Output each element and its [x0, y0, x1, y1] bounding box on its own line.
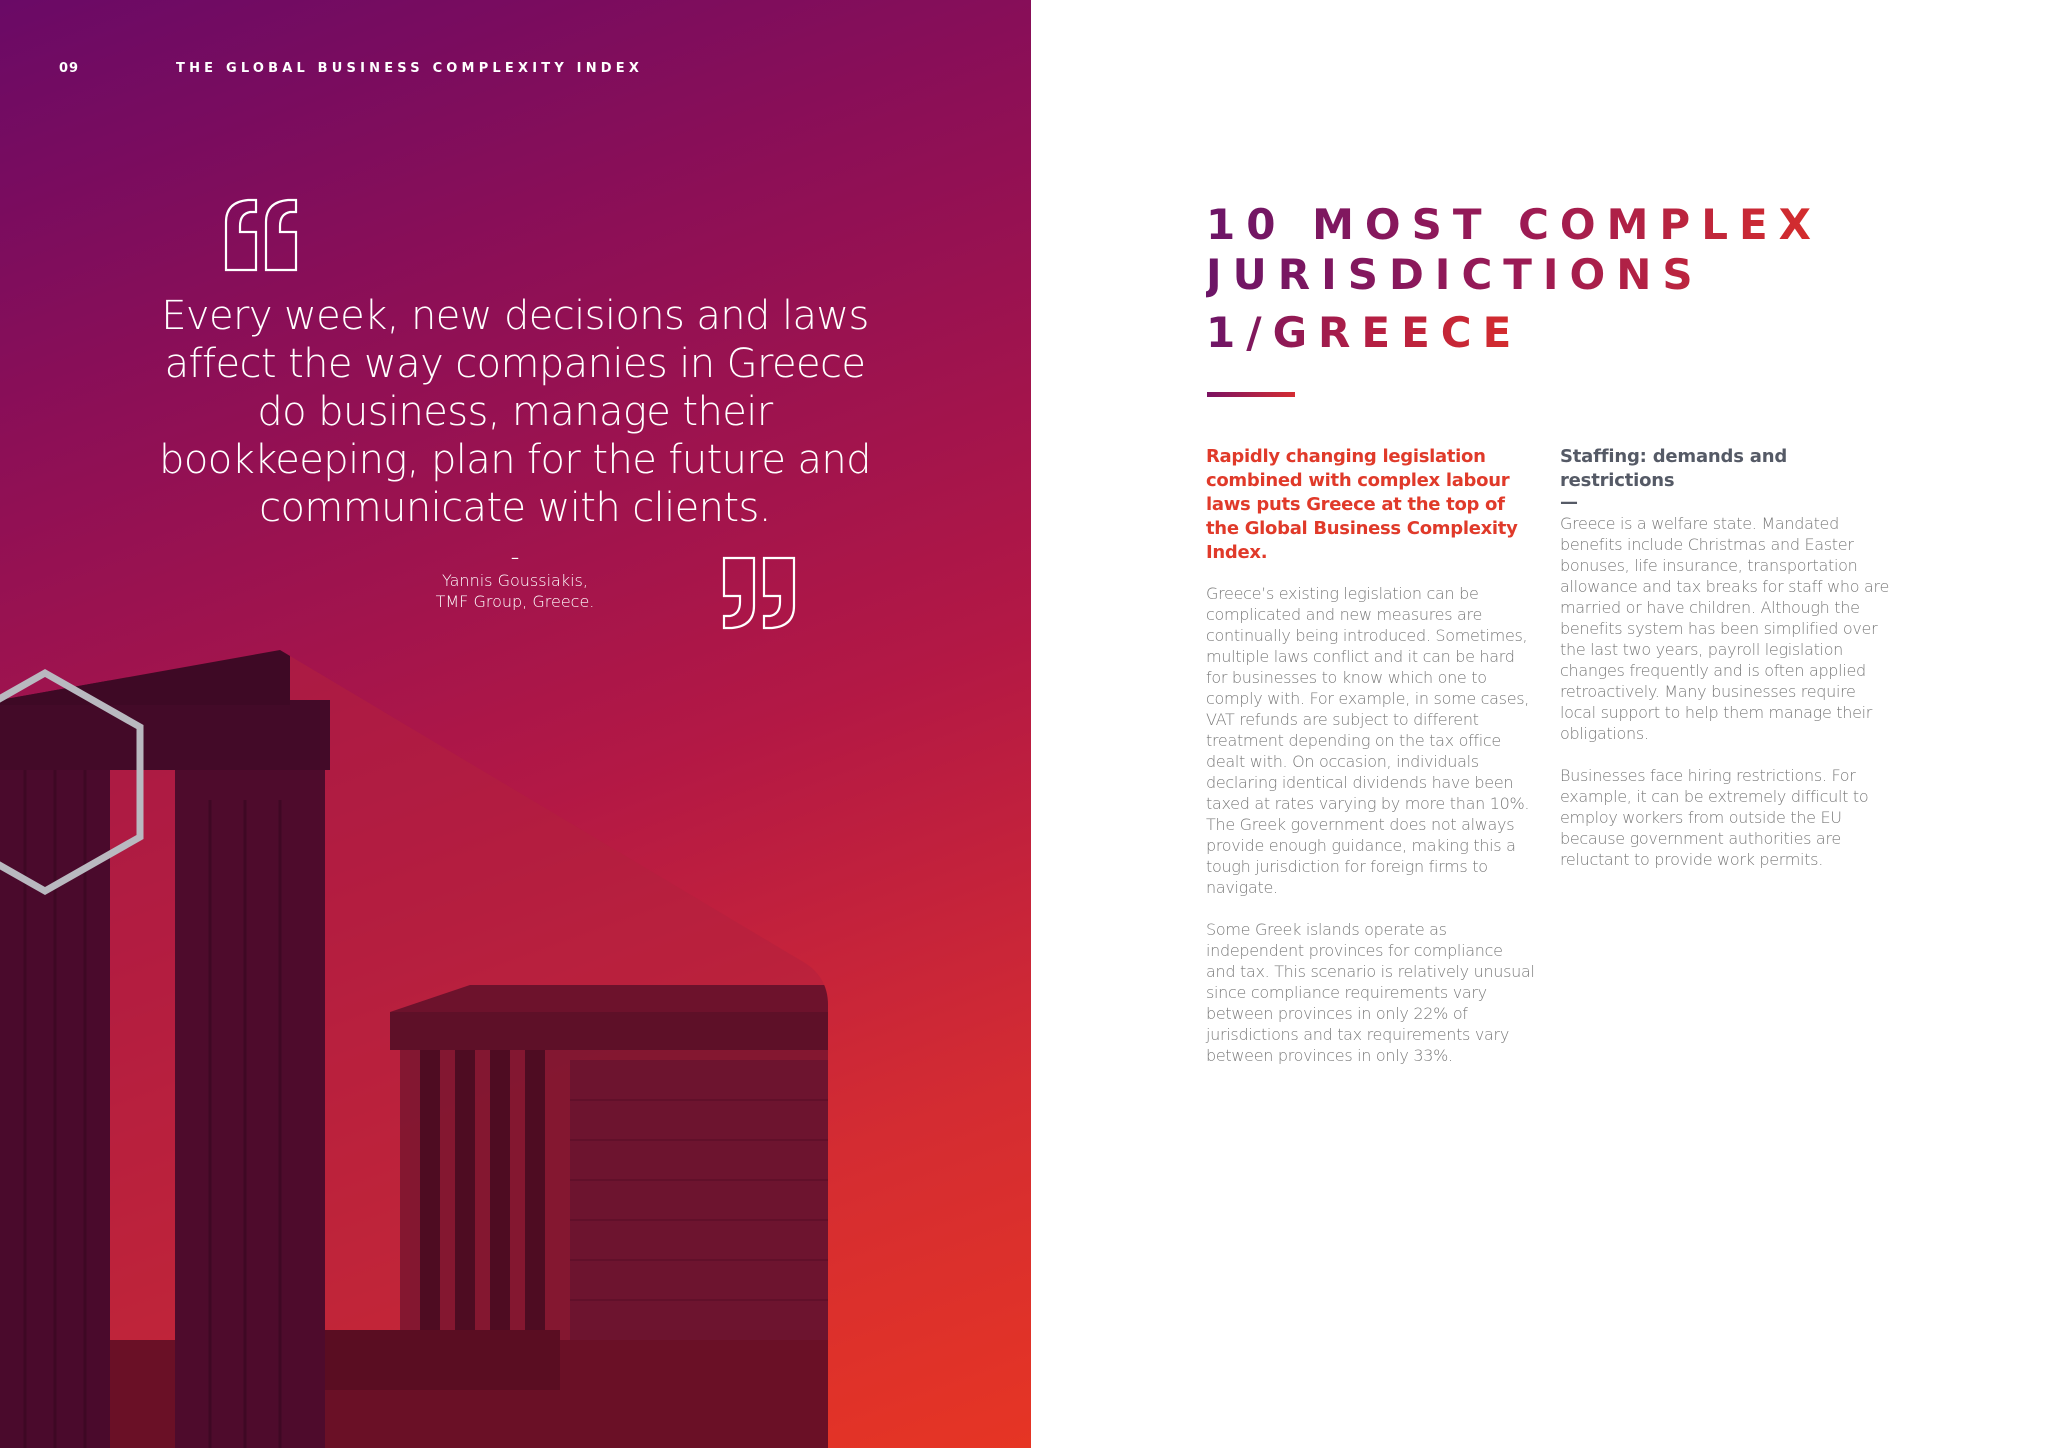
close-quote-icon [720, 556, 800, 632]
hexagon-outline-icon [0, 665, 150, 905]
pull-quote-text: Every week, new decisions and laws affect the way companies in Greece do business, manage their bookkeeping, plan for the future and communicate with clients. [159, 293, 871, 531]
left-column [1206, 445, 1536, 1087]
right-column [1560, 445, 1890, 891]
body-paragraph: Greece’s existing legislation can be complicated and new measures are continually being introduced. Sometimes, multiple laws conflict and it can be hard for businesses to know which one to comply with. For example, in some cases, VAT refunds are subject to different treatment depending on the tax office dealt with. On occasion, individuals declaring identical dividends have been taxed at rates varying by more than 10%. The Greek government does not always provide enough guidance, making this a tough jurisdiction for foreign firms to navigate. [1206, 584, 1530, 897]
body-paragraph: Businesses face hiring restrictions. For example, it can be extremely difficult to employ workers from outside the EU because government authorities are reluctant to provide work permits. [1560, 766, 1869, 869]
staffing-heading: Staffing: demands and restrictions [1560, 446, 1788, 491]
quote-attribution [380, 570, 650, 612]
running-header: THE GLOBAL BUSINESS COMPLEXITY INDEX [176, 61, 644, 76]
heading-dash: — [1560, 492, 1578, 513]
attribution-name: Yannis Goussiakis, [442, 571, 588, 590]
right-page [1031, 0, 2048, 1448]
section-title-line2: JURISDICTIONS [1206, 250, 1704, 299]
body-paragraph: Greece is a welfare state. Mandated benefits include Christmas and Easter bonuses, life insurance, transportation allowance and tax breaks for staff who are married or have children. Although the benefits system has been simplified over the last two years, payroll legislation changes frequently and is often applied retroactively. Many businesses require local support to help them manage their obligations. [1560, 514, 1890, 743]
page-number: 09 [59, 61, 80, 76]
lead-paragraph: Rapidly changing legislation combined with complex labour laws puts Greece at the top of the Global Business Complexity Index. [1206, 446, 1518, 563]
body-paragraph: Some Greek islands operate as independent provinces for compliance and tax. This scenario is relatively unusual since compliance requirements vary between provinces in only 22% of jurisdictions and tax requirements vary between provinces in only 33%. [1206, 920, 1535, 1065]
attribution-company: TMF Group, Greece. [435, 592, 595, 611]
section-title [1206, 200, 1822, 300]
jurisdiction-subtitle: 1/GREECE [1206, 308, 1523, 357]
title-divider [1207, 392, 1295, 397]
quote-dash: – [511, 548, 519, 567]
open-quote-icon [222, 198, 302, 274]
section-title-line1: 10 MOST COMPLEX [1206, 200, 1823, 249]
